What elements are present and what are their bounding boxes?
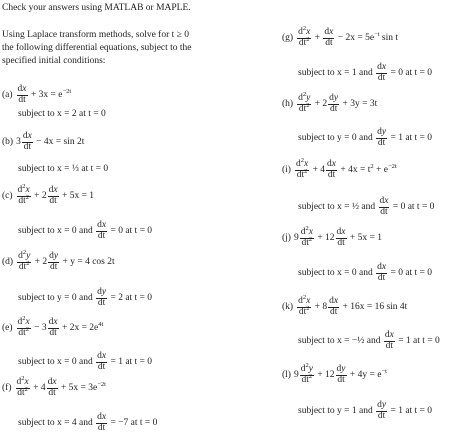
problem-g-condition: subject to x = 1 and $\frac{dx}{dt}$ = 0 at t = 0 [298,62,433,83]
problem-g-equation: (g) $\frac{d^2x}{dt^2}$ + $\frac{dx}{dt}$ − $2x = 5e^{-t}$ sin t [282,24,399,48]
problem-h-equation: (h) $\frac{d^2y}{dt^2}$ + 2 $\frac{dy}{dt}$ + 3y = 3t [282,90,378,114]
problem-d-equation: (d) $\frac{d^2y}{dt^2}$ + 2 $\frac{dy}{dt}$ + y = 4 cos 2t [2,248,115,272]
problem-c-equation: (c) $\frac{d^2x}{dt^2}$ + 2 $\frac{dx}{dt}$ + 5x = 1 [2,182,95,206]
problem-l-condition: subject to y = 1 and $\frac{dy}{dt}$ = 1 at t = 0 [298,400,433,421]
problem-e-equation: (e) $\frac{d^2x}{dt^2}$ − 3 $\frac{dx}{dt}$ + $2x = 2e^{4t}$ [2,314,104,338]
problem-k-condition: subject to x = −½ and $\frac{dx}{dt}$ = 1 at t = 0 [298,330,440,351]
problem-f-equation: (f) $\frac{d^2x}{dt^2}$ + 4 $\frac{dx}{dt}$ + $5x = 3e^{-2t}$ [2,374,106,398]
intro-line-2: the following differential equations, subject to the [2,43,192,53]
problem-c-condition: subject to x = 0 and $\frac{dx}{dt}$ = 0 at t = 0 [18,220,153,241]
problem-i-condition: subject to x = ½ and $\frac{dx}{dt}$ = 0 at t = 0 [298,196,435,217]
problem-e-condition: subject to x = 0 and $\frac{dx}{dt}$ = 1 at t = 0 [18,351,153,372]
header-line: Check your answers using MATLAB or MAPLE. [2,3,191,13]
problem-k-equation: (k) $\frac{d^2x}{dt^2}$ + 8 $\frac{dx}{dt}$ + 16x = 16 sin 4t [282,293,408,317]
intro-line-1: Using Laplace transform methods, solve for t ≥ 0 [2,30,189,40]
problem-b-condition: subject to x = ⅓ at t = 0 [18,164,109,174]
problem-j-condition: subject to x = 0 and $\frac{dx}{dt}$ = 0 at t = 0 [298,262,433,283]
problem-l-equation: (l) 9 $\frac{d^2y}{dt^2}$ + 12 $\frac{dy}{dt}$ + $4y = e^{-t}$ [282,361,387,385]
problem-i-equation: (i) $\frac{d^2x}{dt^2}$ + 4 $\frac{dx}{dt}$ + $4x = t^2 + e^{-2t}$ [282,156,397,180]
problem-h-condition: subject to y = 0 and $\frac{dy}{dt}$ = 1 at t = 0 [298,127,433,148]
problem-a-condition: subject to x = 2 at t = 0 [18,109,106,119]
problem-d-condition: subject to y = 0 and $\frac{dy}{dt}$ = 2 at t = 0 [18,287,153,308]
problem-a-equation: (a) $\frac{dx}{dt}$ + $3x = e^{-2t}$ [2,84,72,105]
intro-line-3: specified initial conditions: [2,56,106,66]
problem-b-equation: (b) 3 $\frac{dx}{dt}$ − 4x = sin 2t [2,131,85,152]
problem-f-condition: subject to x = 4 and $\frac{dx}{dt}$ = −7 at t = 0 [18,412,158,433]
problem-j-equation: (j) 9 $\frac{d^2x}{dt^2}$ + 12 $\frac{dx}{dt}$ + 5x = 1 [282,224,382,248]
